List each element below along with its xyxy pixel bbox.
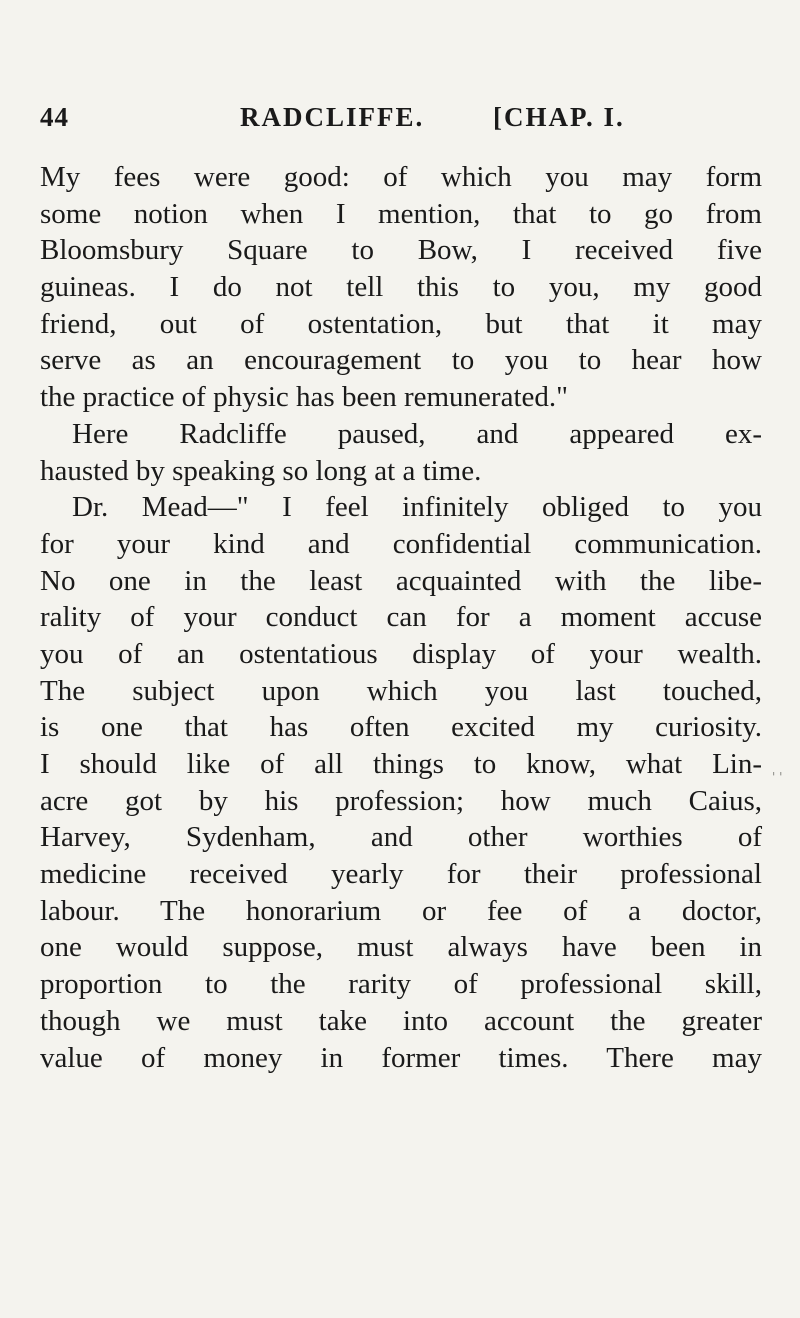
body-text — [40, 159, 762, 1076]
text-line: serve as an encouragement to you to hear how — [40, 344, 762, 377]
text-line: guineas. I do not tell this to you, my good — [40, 271, 762, 304]
text-line: rality of your conduct can for a moment accuse — [40, 601, 762, 634]
text-line: Dr. Mead—" I feel infinitely obliged to you — [72, 491, 762, 524]
margin-mark: ' ' — [772, 770, 783, 784]
text-line: The subject upon which you last touched, — [40, 674, 762, 707]
text-line: Harvey, Sydenham, and other worthies of — [40, 821, 762, 854]
running-title: RADCLIFFE. — [240, 102, 425, 132]
text-line: labour. The honorarium or fee of a doctor, — [40, 894, 762, 927]
text-line: value of money in former times. There may — [40, 1041, 762, 1074]
text-line: Here Radcliffe paused, and appeared ex- — [72, 417, 762, 450]
text-line: My fees were good: of which you may form — [40, 161, 762, 193]
page-number: 44 — [40, 102, 69, 132]
text-line: friend, out of ostentation, but that it may — [40, 307, 762, 340]
text-line: No one in the least acquainted with the libe- — [40, 564, 762, 597]
text-line: medicine received yearly for their professional — [40, 858, 762, 891]
text-line: one would suppose, must always have been in — [40, 931, 762, 964]
text-line: acre got by his profession; how much Caius, — [40, 784, 762, 817]
text-line: proportion to the rarity of professional skill, — [40, 968, 762, 1001]
text-line: hausted by speaking so long at a time. — [40, 454, 482, 487]
text-line: I should like of all things to know, what Lin- — [40, 748, 762, 780]
text-line: though we must take into account the greater — [40, 1004, 762, 1037]
chapter-reference: [CHAP. I. — [493, 102, 625, 132]
text-line: Bloomsbury Square to Bow, I received five — [40, 234, 762, 267]
running-head — [40, 100, 760, 134]
text-line: for your kind and confidential communication. — [40, 527, 762, 560]
text-line: the practice of physic has been remunerated." — [40, 381, 568, 414]
text-line: some notion when I mention, that to go from — [40, 197, 762, 230]
text-line: is one that has often excited my curiosity. — [40, 711, 762, 744]
text-line: you of an ostentatious display of your wealth. — [40, 637, 762, 670]
